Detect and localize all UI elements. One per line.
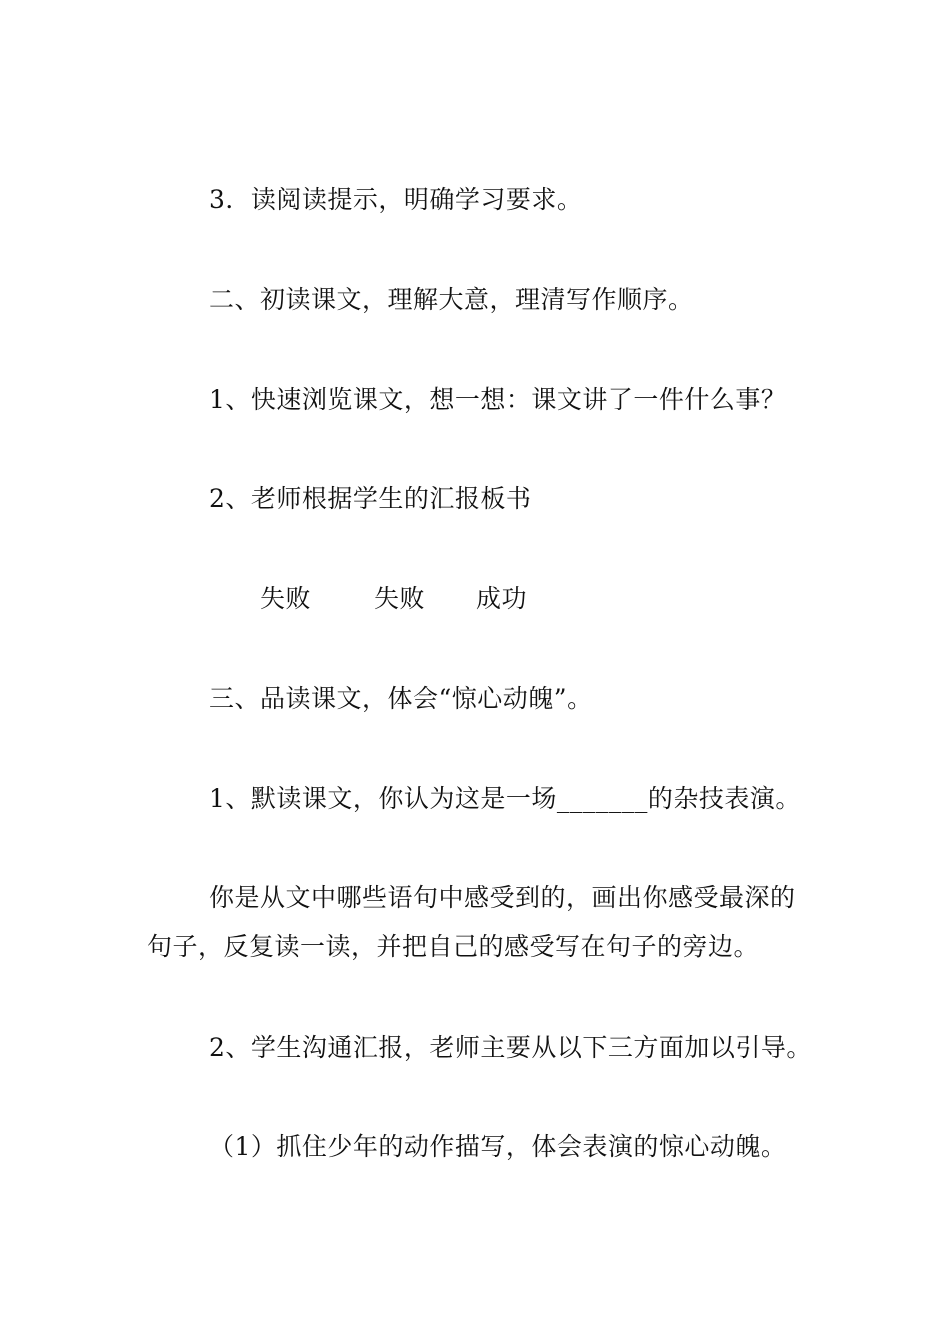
sequence-item-3: 成功: [476, 584, 528, 613]
step-3-read-prompt: 3．读阅读提示，明确学习要求。: [209, 185, 583, 214]
paragraph-line-1: 你是从文中哪些语句中感受到的，画出你感受最深的: [209, 883, 796, 912]
section-2-item-2: 2、老师根据学生的汇报板书: [209, 484, 532, 513]
subitem-1: （1）抓住少年的动作描写，体会表演的惊心动魄。: [209, 1132, 787, 1161]
section-3-item-1: 1、默读课文，你认为这是一场_______的杂技表演。: [209, 784, 801, 813]
section-2-item-1: 1、快速浏览课文，想一想：课文讲了一件什么事？: [209, 385, 787, 414]
sequence-item-2: 失败: [374, 584, 426, 613]
sequence-item-1: 失败: [260, 584, 312, 613]
section-3-heading: 三、品读课文，体会“惊心动魄”。: [209, 684, 593, 713]
section-2-heading: 二、初读课文，理解大意，理清写作顺序。: [209, 285, 694, 314]
section-3-item-2: 2、学生沟通汇报，老师主要从以下三方面加以引导。: [209, 1033, 812, 1062]
paragraph-line-2: 句子，反复读一读，并把自己的感受写在句子的旁边。: [147, 932, 760, 961]
